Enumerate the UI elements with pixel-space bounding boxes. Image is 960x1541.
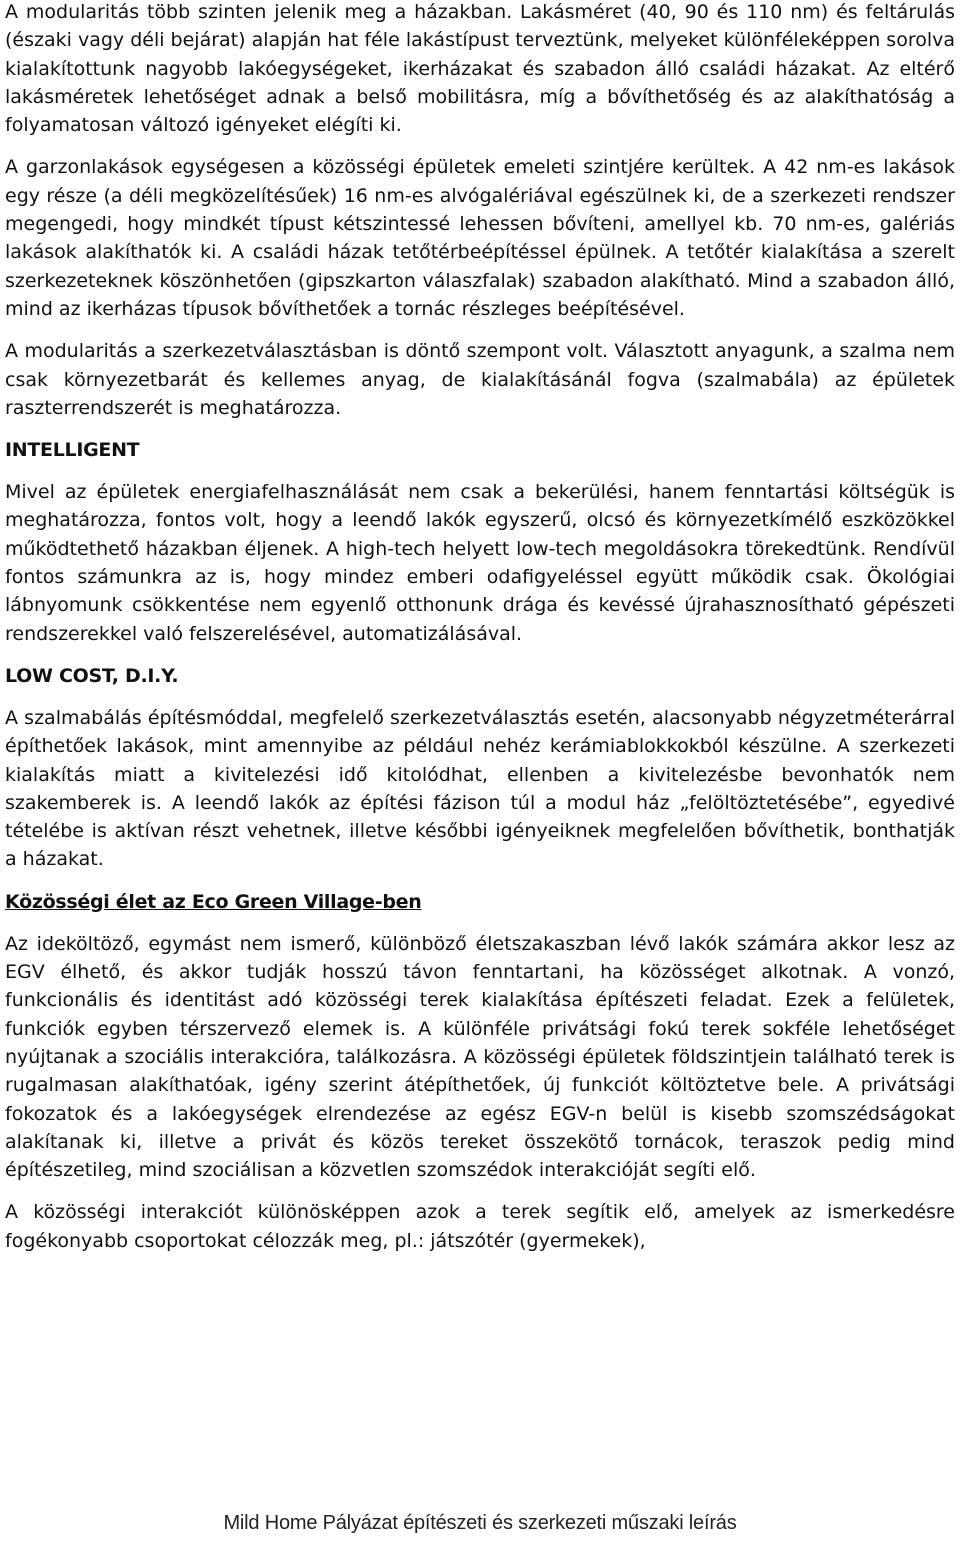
page-footer: Mild Home Pályázat építészeti és szerkezeti műszaki leírás (223, 1512, 737, 1534)
heading-intelligent: INTELLIGENT (5, 439, 140, 462)
document-page (5, 0, 955, 1269)
paragraph-interaction: A közösségi interakciót különösképpen azok a terek segítik elő, amelyek az ismerkedésre fogékonyabb csoportokat célozzák meg, pl.: játszótér (gyermekek), (5, 1201, 955, 1252)
paragraph-community: Az ideköltöző, egymást nem ismerő, különböző életszakaszban lévő lakók számára akkor lesz az EGV élhető, és akkor tudják hosszú távon fenntartani, ha közösséget alkotnak. A vonzó, funkcionális és identitást adó közösségi terek kialakítása építészeti feladat. Ezek a felületek, funkciók egyben térszervező elemek is. A különféle privátsági fokú terek sokféle lehetőséget nyújtanak a szociális interakcióra, találkozásra. A közösségi épületek földszintjein található terek is rugalmasan alakíthatóak, igény szerint átépíthetőek, új funkciót költöztetve bele. A privátsági fokozatok és a lakóegységek elrendezése az egész EGV-n belül is kisebb szomszédságokat alakítanak ki, illetve a privát és közös tereket összekötő tornácok, teraszok pedig mind építészetileg, mind szociálisan a közvetlen szomszédok interakcióját segíti elő. (5, 932, 955, 1182)
paragraph-modularity-intro: A modularitás több szinten jelenik meg a házakban. Lakásméret (40, 90 és 110 nm) és feltárulás (északi vagy déli bejárat) alapján hat féle lakástípust terveztünk, melyeket különféleképpen sorolva kialakítottunk nagyobb lakóegységeket, ikerházakat és szabadon álló családi házakat. Az eltérő lakásméretek lehetőséget adnak a belső mobilitásra, míg a bővíthetőség és az alakíthatóság a folyamatosan változó igényeket elégíti ki. (5, 1, 955, 137)
paragraph-intelligent: Mivel az épületek energiafelhasználását nem csak a bekerülési, hanem fenntartási költségük is meghatározza, fontos volt, hogy a leendő lakók egyszerű, olcsó és környezetkímélő eszközökkel működtethető házakban éljenek. A high-tech helyett low-tech megoldásokra törekedtünk. Rendívül fontos számunkra az is, hogy mindez emberi odafigyeléssel együtt működik csak. Ökológiai lábnyomunk csökkentése nem egyenlő otthonunk drága és kevéssé újrahasznosítható gépészeti rendszerekkel való felszerelésével, automatizálásával. (5, 481, 955, 645)
heading-community-life: Közösségi élet az Eco Green Village-ben (5, 890, 422, 913)
paragraph-structure-choice: A modularitás a szerkezetválasztásban is döntő szempont volt. Választott anyagunk, a szalma nem csak környezetbarát és kellemes anyag, de kialakításánál fogva (szalmabála) az épületek raszterrendszerét is meghatározza. (5, 340, 955, 419)
paragraph-garzon: A garzonlakások egységesen a közösségi épületek emeleti szintjére kerültek. A 42 nm-es lakások egy része (a déli megközelítésűek) 16 nm-es alvógalériával egészülnek ki, de a szerkezeti rendszer megengedi, hogy mindkét típust kétszintessé lehessen bővíteni, amellyel kb. 70 nm-es, galériás lakások alakíthatók ki. A családi házak tetőtérbeépítéssel épülnek. A tetőtér kialakítása a szerelt szerkezeteknek köszönhetően (gipszkarton válaszfalak) szabadon alakítható. Mind a szabadon álló, mind az ikerházas típusok bővíthetőek a tornác részleges beépítésével. (5, 156, 955, 320)
paragraph-low-cost: A szalmabálás építésmóddal, megfelelő szerkezetválasztás esetén, alacsonyabb négyzetméterárral építhetőek lakások, mint amennyibe az például nehéz kerámiablokkokból készülne. A szerkezeti kialakítás miatt a kivitelezési idő kitolódhat, ellenben a kivitelezésbe bevonhatók nem szakemberek is. A leendő lakók az építési fázison túl a modul ház „felöltöztetésébe”, egyedivé tételébe is aktívan részt vehetnek, illetve későbbi igényeiknek megfelelően bővíthetik, bonthatják a házakat. (5, 706, 955, 871)
heading-low-cost: LOW COST, D.I.Y. (5, 664, 179, 687)
